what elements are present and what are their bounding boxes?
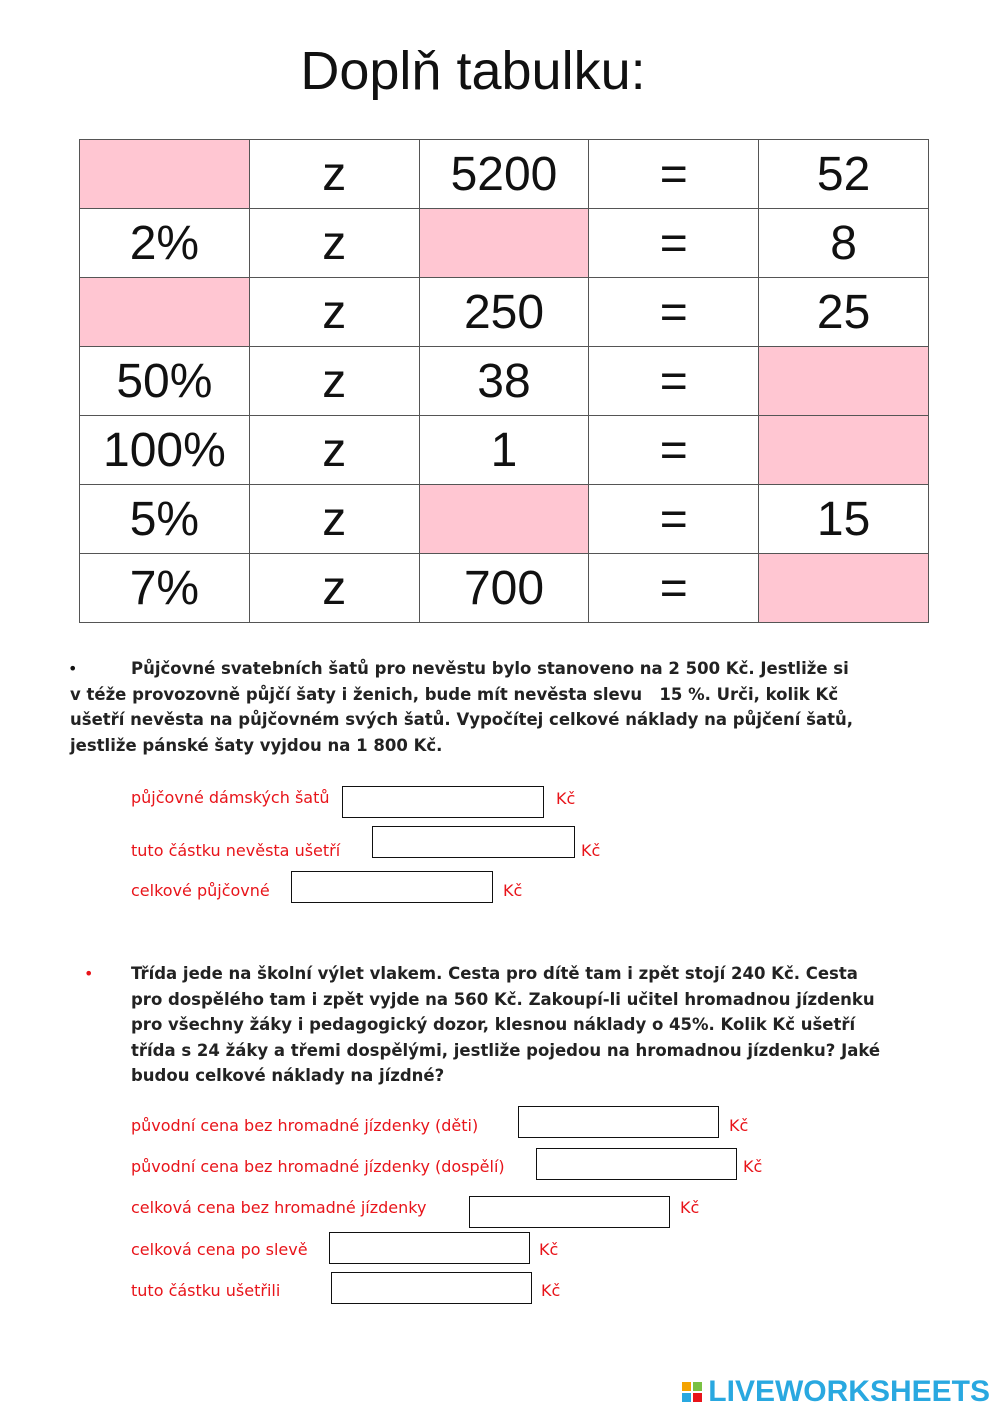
of-cell: z [249,140,419,209]
result-input[interactable] [759,416,928,485]
unit-label: Kč [541,1281,561,1300]
result-blank[interactable] [759,554,929,623]
percent-cell: 100% [80,416,250,485]
equals-cell: = [589,278,759,347]
result-cell: 25 [759,278,929,347]
answer-input-bride-saves[interactable] [372,826,575,858]
problem1-line: Půjčovné svatebních šatů pro nevěstu bylo stanoveno na 2 500 Kč. Jestliže si [131,659,849,678]
result-cell: 52 [759,140,929,209]
answer-label: půjčovné dámských šatů [131,788,330,807]
bullet-icon: • [84,964,94,983]
problem2-line: pro všechny žáky i pedagogický dozor, klesnou náklady o 45%. Kolik Kč ušetří [131,1015,856,1034]
liveworksheets-logo[interactable] [682,1375,990,1409]
page-title: Doplň tabulku: [300,41,646,101]
bullet-icon: • [68,659,78,678]
percent-cell: 50% [80,347,250,416]
table-row [80,278,929,347]
result-cell: 15 [759,485,929,554]
answer-input-total-price[interactable] [469,1196,670,1228]
percent-cell: 5% [80,485,250,554]
percent-blank[interactable] [80,140,250,209]
result-input[interactable] [759,347,928,416]
base-cell: 38 [419,347,589,416]
answer-input-children-price[interactable] [518,1106,719,1138]
result-input[interactable] [759,554,928,623]
of-cell: z [249,485,419,554]
table-row [80,209,929,278]
problem2-text [131,961,891,1089]
of-cell: z [249,278,419,347]
table-row [80,347,929,416]
unit-label: Kč [581,841,601,860]
base-cell: 1 [419,416,589,485]
table-row [80,140,929,209]
equals-cell: = [589,485,759,554]
equals-cell: = [589,347,759,416]
result-blank[interactable] [759,416,929,485]
problem2-line: Třída jede na školní výlet vlakem. Cesta pro dítě tam i zpět stojí 240 Kč. Cesta [131,964,858,983]
problem1-line: ušetří nevěsta na půjčovném svých šatů. Vypočítej celkové náklady na půjčení šatů, [70,710,853,729]
percent-input[interactable] [80,278,249,347]
percent-cell: 7% [80,554,250,623]
percent-cell: 2% [80,209,250,278]
answer-label: tuto částku ušetřili [131,1281,281,1300]
answer-label: celková cena po slevě [131,1240,308,1259]
of-cell: z [249,347,419,416]
answer-input-discount-price[interactable] [329,1232,530,1264]
logo-tiles-icon [682,1382,702,1402]
answer-label: původní cena bez hromadné jízdenky (děti) [131,1116,479,1135]
of-cell: z [249,209,419,278]
unit-label: Kč [556,789,576,808]
problem2-line: budou celkové náklady na jízdné? [131,1066,445,1085]
base-cell: 5200 [419,140,589,209]
unit-label: Kč [729,1116,749,1135]
base-cell: 250 [419,278,589,347]
percentage-table [79,139,929,623]
answer-label: celkové půjčovné [131,881,270,900]
base-cell: 700 [419,554,589,623]
answer-label: původní cena bez hromadné jízdenky (dospělí) [131,1157,505,1176]
base-input[interactable] [420,209,589,278]
percent-input[interactable] [80,140,249,209]
answer-label: celková cena bez hromadné jízdenky [131,1198,427,1217]
equals-cell: = [589,209,759,278]
result-cell: 8 [759,209,929,278]
base-blank[interactable] [419,485,589,554]
problem1-line: v téže provozovně půjčí šaty i ženich, bude mít nevěsta slevu 15 %. Urči, kolik Kč [70,684,839,704]
unit-label: Kč [503,881,523,900]
table-row [80,416,929,485]
answer-input-saved-amount[interactable] [331,1272,532,1304]
problem1-text [70,656,870,758]
equals-cell: = [589,140,759,209]
brand-text: LIVEWORKSHEETS [708,1375,990,1408]
of-cell: z [249,416,419,485]
answer-input-total-rent[interactable] [291,871,493,903]
answer-input-adults-price[interactable] [536,1148,737,1180]
of-cell: z [249,554,419,623]
answer-input-dress-rent[interactable] [342,786,544,818]
base-blank[interactable] [419,209,589,278]
unit-label: Kč [743,1157,763,1176]
table-row [80,485,929,554]
problem2-line: třída s 24 žáky a třemi dospělými, jestliže pojedou na hromadnou jízdenku? Jaké [131,1040,881,1060]
unit-label: Kč [539,1240,559,1259]
answer-label: tuto částku nevěsta ušetří [131,841,341,860]
unit-label: Kč [680,1198,700,1217]
base-input[interactable] [420,485,589,554]
percent-blank[interactable] [80,278,250,347]
problem2-line: pro dospělého tam i zpět vyjde na 560 Kč. Zakoupí-li učitel hromadnou jízdenku [131,989,875,1009]
problem1-line: jestliže pánské šaty vyjdou na 1 800 Kč. [70,735,443,755]
equals-cell: = [589,416,759,485]
result-blank[interactable] [759,347,929,416]
equals-cell: = [589,554,759,623]
table-row [80,554,929,623]
